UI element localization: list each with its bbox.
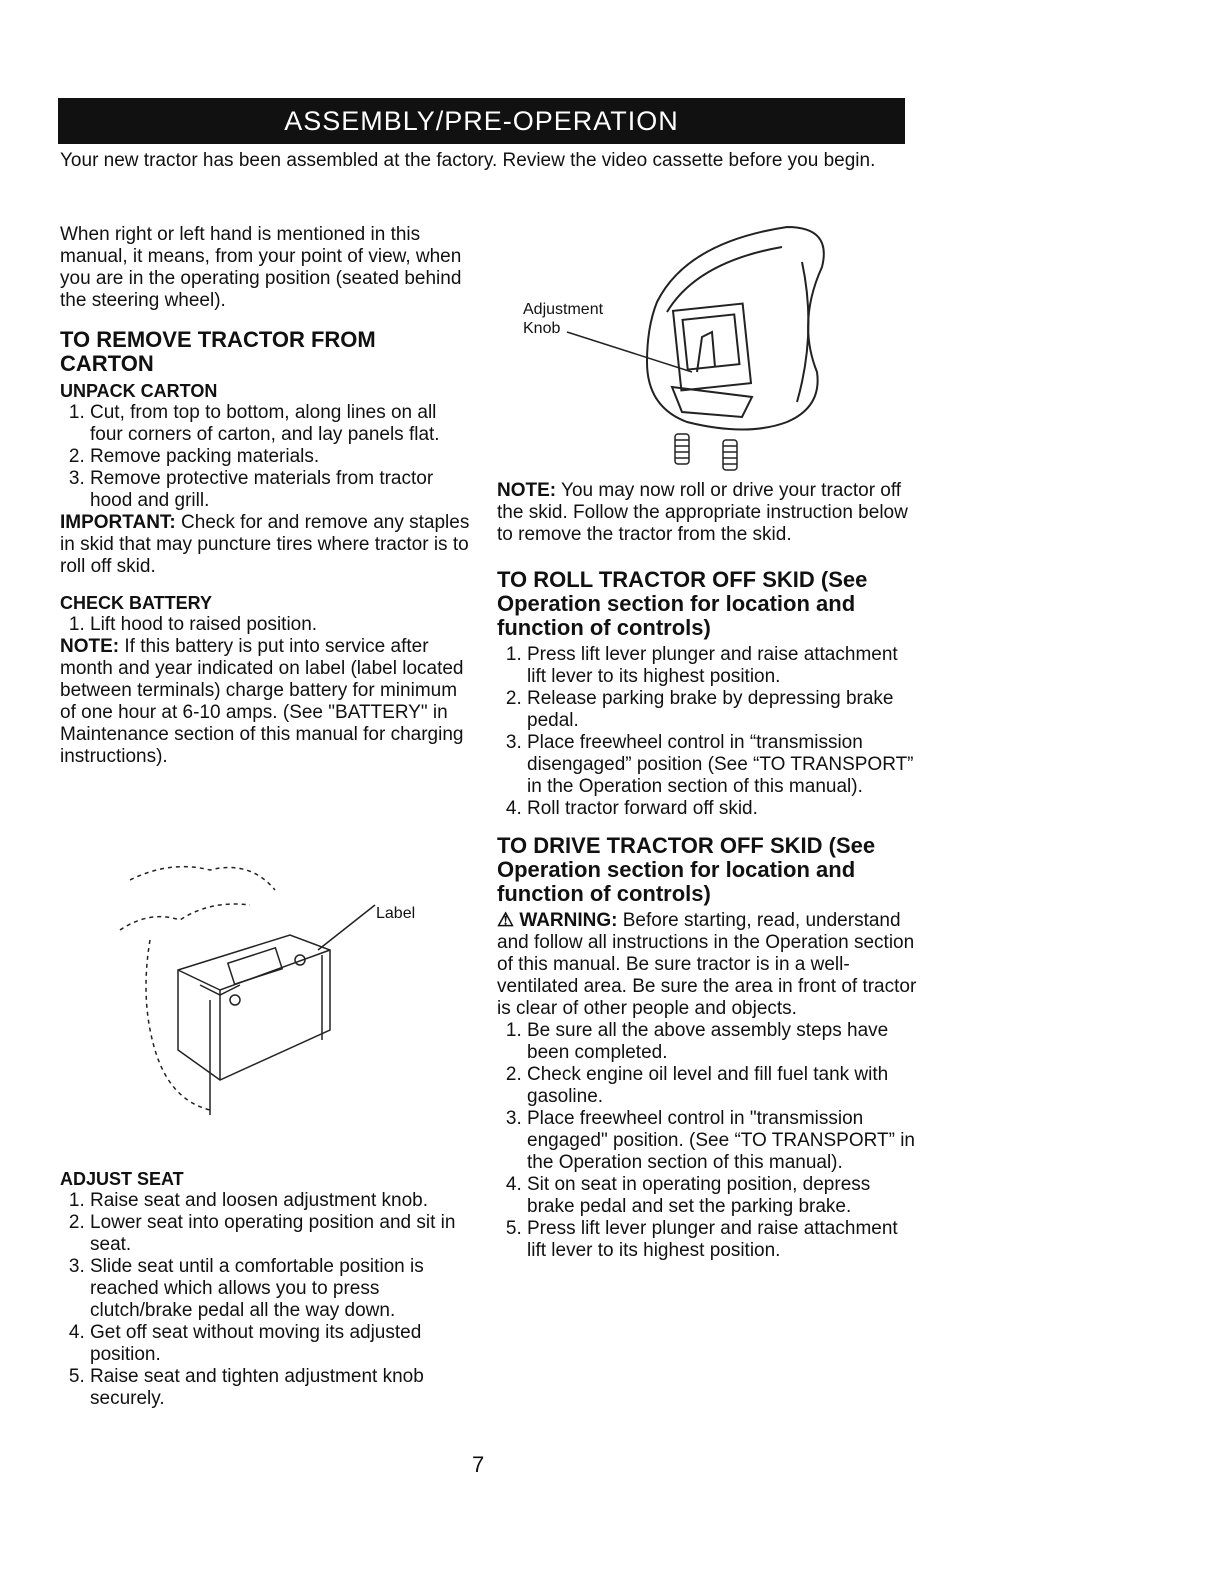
list-item: 1. Cut, from top to bottom, along lines on all four corners of carton, and lay panels flat. [90,402,470,446]
list-item: 3. Slide seat until a comfortable position is reached which allows you to press clutch/brake pedal all the way down. [90,1256,480,1322]
adjust-seat-heading: ADJUST SEAT [60,1169,184,1189]
drive-steps-list [497,1020,917,1262]
battery-note [60,636,470,768]
seat-steps-list [60,1190,480,1410]
roll-tractor-heading: TO ROLL TRACTOR OFF SKID (See Operation section for location and function of controls) [497,567,868,640]
unpack-steps-list [60,402,470,512]
battery-steps-list [60,614,470,636]
list-item: 4. Roll tractor forward off skid. [527,798,917,820]
list-item: 4. Get off seat without moving its adjusted position. [90,1322,480,1366]
skid-note [497,480,917,546]
battery-drawing [60,850,470,1160]
section-banner: ASSEMBLY/PRE-OPERATION [58,98,905,144]
list-item: 2. Check engine oil level and fill fuel tank with gasoline. [527,1064,917,1108]
adjust-seat-section [60,1160,480,1410]
left-column [60,224,470,768]
right-column [497,480,917,1262]
roll-steps-list [497,644,917,820]
seat-drawing [497,222,857,480]
callout-line-2: Knob [523,320,561,337]
warning-text: Before starting, read, understand and follow all instructions in the Operation section of this manual. Be sure tractor is in a well-ventilated area. Be sure the area in front of tractor is clear of other people and objects. [497,910,917,1019]
unpack-carton-heading: UNPACK CARTON [60,381,218,401]
list-item: 1. Lift hood to raised position. [90,614,470,636]
note-text: You may now roll or drive your tractor off the skid. Follow the appropriate instruction below to remove the tractor from the skid. [497,480,908,545]
intro-text: Your new tractor has been assembled at the factory. Review the video cassette before you begin. [60,150,876,171]
important-text: Check for and remove any staples in skid that may puncture tires where tractor is to roll off skid. [60,512,470,577]
important-note [60,512,470,578]
list-item: 5. Press lift lever plunger and raise attachment lift lever to its highest position. [527,1218,917,1262]
list-item: 1. Be sure all the above assembly steps have been completed. [527,1020,917,1064]
list-item: 1. Raise seat and loosen adjustment knob. [90,1190,480,1212]
important-label: IMPORTANT: [60,512,176,533]
seat-illustration [497,222,857,480]
warning-paragraph [497,910,917,1020]
adjustment-knob-callout [523,300,603,338]
hand-orientation-paragraph: When right or left hand is mentioned in this manual, it means, from your point of view, when you are in the operating position (seated behind the steering wheel). [60,224,462,311]
battery-label-callout: Label [376,905,416,922]
list-item: 1. Press lift lever plunger and raise attachment lift lever to its highest position. [527,644,917,688]
list-item: 3. Place freewheel control in "transmission engaged" position. (See “TO TRANSPORT” in the Operation section of this manual). [527,1108,917,1174]
remove-tractor-heading: TO REMOVE TRACTOR FROM CARTON [60,327,376,376]
battery-illustration [60,850,470,1160]
callout-line-1: Adjustment [523,301,604,318]
note-label: NOTE: [497,480,557,501]
battery-note-label: NOTE: [60,636,120,657]
list-item: 2. Release parking brake by depressing brake pedal. [527,688,917,732]
drive-tractor-heading: TO DRIVE TRACTOR OFF SKID (See Operation section for location and function of controls) [497,833,876,906]
check-battery-heading: CHECK BATTERY [60,593,212,613]
battery-note-text: If this battery is put into service after month and year indicated on label (label located between terminals) charge battery for minimum of one hour at 6-10 amps. (See "BATTERY" in Maintenance section of this manual for charging instructions). [60,636,464,767]
list-item: 3. Place freewheel control in “transmission disengaged” position (See “TO TRANSPORT” in the Operation section of this manual). [527,732,917,798]
list-item: 2. Lower seat into operating position and sit in seat. [90,1212,480,1256]
list-item: 2. Remove packing materials. [90,446,470,468]
page-number: 7 [472,1452,485,1477]
warning-label: WARNING: [519,910,618,931]
list-item: 4. Sit on seat in operating position, depress brake pedal and set the parking brake. [527,1174,917,1218]
list-item: 5. Raise seat and tighten adjustment knob securely. [90,1366,480,1410]
list-item: 3. Remove protective materials from tractor hood and grill. [90,468,470,512]
warning-triangle-icon: ⚠ [497,910,515,931]
